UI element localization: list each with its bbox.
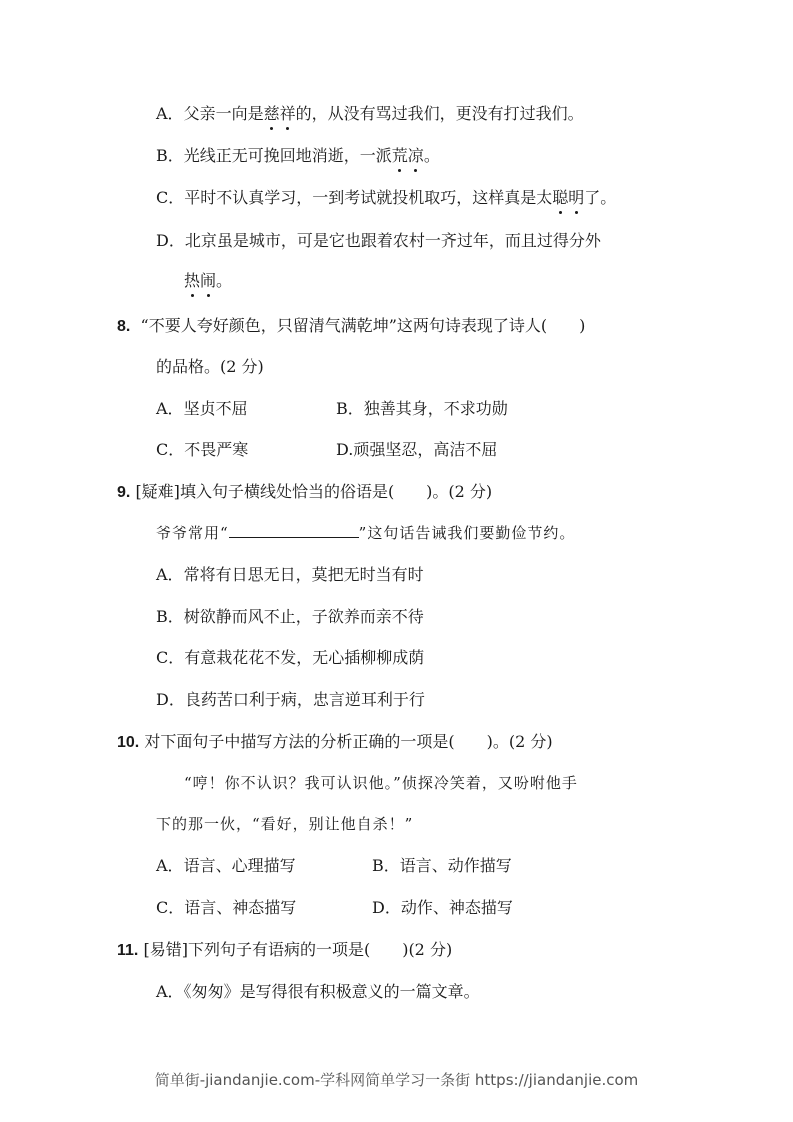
question-number: 9. [117,484,131,501]
option-label: C． [156,188,185,207]
option-label: B． [372,856,400,875]
option-label: A． [156,982,184,1001]
q10-option-d [372,897,513,919]
emphasis-char: 明 [568,188,585,207]
option-text: 平时不认真学习，一到考试就投机取巧，这样真是太 [184,188,553,207]
question-text: “不要人夸好颜色，只留清气满乾坤”这两句诗表现了诗人( ) [140,316,586,335]
option-label: A． [156,399,184,418]
option-text: 北京虽是城市，可是它也跟着农村一齐过年，而且过得分外 [184,231,601,250]
q10-stem [117,731,553,754]
option-text: 父亲一向是 [183,104,264,123]
option-label: D． [156,231,185,250]
option-label: C． [156,648,185,667]
q11-option-a [156,981,480,1003]
option-text: 独善其身，不求功勋 [363,399,508,418]
emphasis-char: 慈 [263,104,280,123]
question-number: 10. [117,734,140,751]
emphasis-char: 聪 [552,188,569,207]
question-text: 的品格。(2 分) [156,357,264,376]
option-label: D. [336,440,354,459]
q8-option-c [156,439,248,461]
option-text: 良药苦口利于病，忠言逆耳利于行 [184,690,425,709]
option-label: D． [156,690,185,709]
fill-in-blank [229,523,359,538]
question-number: 8. [117,318,131,335]
option-text: 。 [423,146,440,165]
q10-quote-line2 [156,813,413,835]
q7-option-d-continued [184,270,232,292]
q10-quote-line1 [184,772,578,794]
option-text: 有意栽花花不发，无心插柳柳成荫 [184,648,425,667]
option-text: 光线正无可挽回地消逝，一派 [183,146,392,165]
option-label: B． [156,607,184,626]
option-text: 《匆匆》是写得很有积极意义的一篇文章。 [183,982,480,1001]
q7-option-a [156,103,584,125]
option-text: 树欲静而风不止，子欲养而亲不待 [183,607,424,626]
question-text: 下列句子有语病的一项是( )(2 分) [187,940,453,959]
q11-stem [117,939,452,962]
q8-stem-continued [156,356,264,378]
q8-stem [117,315,585,338]
option-label: C． [156,898,185,917]
q9-option-d [156,689,425,711]
q7-option-c [156,187,616,209]
option-text: 。 [216,271,233,290]
emphasis-char: 祥 [279,104,296,123]
option-label: A． [156,565,184,584]
option-label: D． [372,898,401,917]
q7-option-d [156,230,601,252]
option-label: B． [336,399,364,418]
question-text: 填入句子横线处恰当的俗语是( )。(2 分) [179,482,493,501]
option-text: 顽强坚忍，高洁不屈 [353,440,498,459]
option-text: 语言、动作描写 [399,856,512,875]
option-text: 语言、心理描写 [183,856,296,875]
question-text: 对下面句子中描写方法的分析正确的一项是( )。(2 分) [144,732,553,751]
option-text: 的，从没有骂过我们，更没有打过我们。 [295,104,584,123]
option-label: B． [156,146,184,165]
option-label: C． [156,440,185,459]
q9-stem [117,481,492,504]
q10-option-c [156,897,296,919]
option-label: A． [156,104,184,123]
emphasis-char: 闹 [200,271,217,290]
q8-option-b [336,398,508,420]
option-label: A． [156,856,184,875]
option-text: 语言、神态描写 [184,898,297,917]
option-text: 常将有日思无日，莫把无时当有时 [183,565,424,584]
question-number: 11. [117,942,139,959]
option-text: 坚贞不屈 [183,399,248,418]
sentence-text: ”这句话告诫我们要勤俭节约。 [358,524,576,542]
q7-option-b [156,145,440,167]
quote-text: 下的那一伙，“看好，别让他自杀！” [156,815,414,833]
difficulty-tag: [疑难] [135,482,180,501]
quote-text: “哼！你不认识？我可认识他。”侦探冷笑着，又吩咐他手 [184,774,578,792]
q9-sentence [156,522,575,544]
q8-option-a [156,398,248,420]
option-text: 不畏严寒 [184,440,249,459]
q8-option-d [336,439,497,461]
sentence-text: 爷爷常用“ [156,524,229,542]
emphasis-char: 热 [184,271,201,290]
q9-option-a [156,564,424,586]
q9-option-c [156,647,424,669]
difficulty-tag: [易错] [143,940,188,959]
q10-option-b [372,855,512,877]
option-text: 了。 [584,188,617,207]
option-text: 动作、神态描写 [400,898,513,917]
footer-watermark: 简单街-jiandanjie.com-学科网简单学习一条街 https://jiandanjie.com [154,1071,639,1089]
emphasis-char: 荒 [391,146,408,165]
q10-option-a [156,855,296,877]
emphasis-char: 凉 [407,146,424,165]
q9-option-b [156,606,424,628]
